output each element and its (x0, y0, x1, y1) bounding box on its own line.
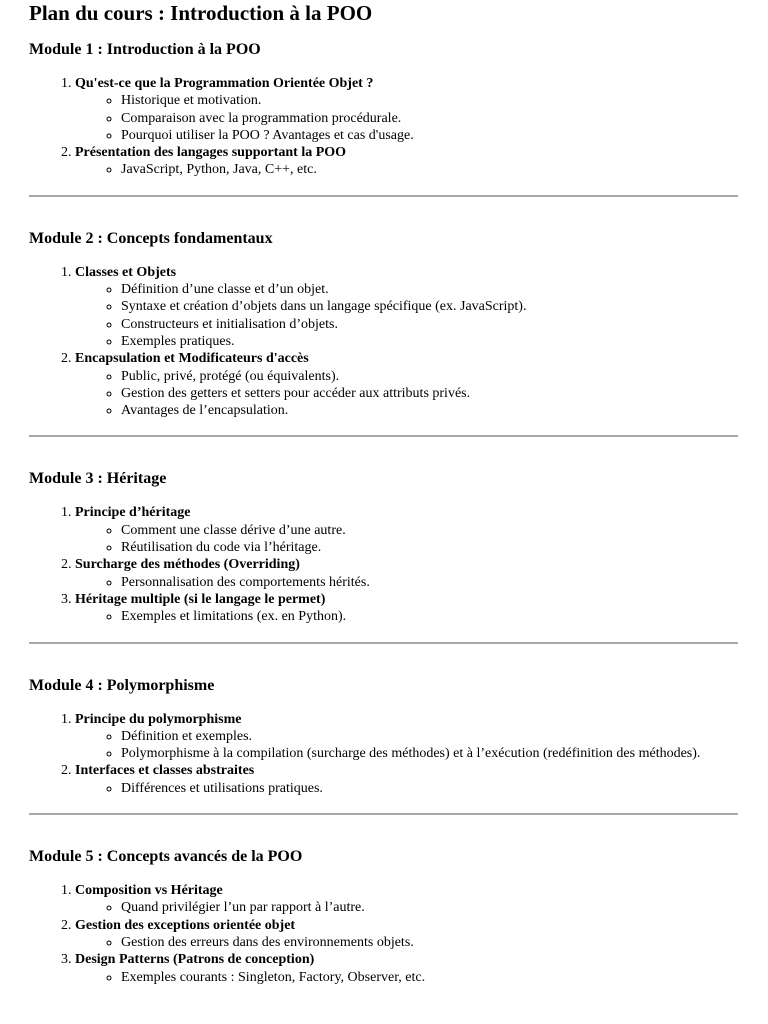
point-list (75, 728, 739, 763)
point-item: ◦ Gestion des erreurs dans des environnements objets. (121, 934, 739, 951)
topic-title: Surcharge des méthodes (Overriding) (75, 557, 300, 573)
topic-item (75, 762, 739, 797)
point-item: ◦ Réutilisation du code via l’héritage. (121, 539, 739, 556)
topic-title: Présentation des langages supportant la POO (75, 145, 347, 161)
point-list (75, 161, 739, 178)
topic-item (75, 917, 739, 952)
module-2 (29, 229, 739, 420)
topic-title: Design Patterns (Patrons de conception) (75, 952, 315, 968)
point-item: ◦ JavaScript, Python, Java, C++, etc. (121, 161, 739, 178)
topic-item (75, 504, 739, 556)
point-item: ◦ Définition et exemples. (121, 728, 739, 745)
point-list (75, 574, 739, 591)
topic-list (29, 882, 739, 986)
point-item: ◦ Public, privé, protégé (ou équivalents). (121, 368, 739, 385)
module-heading: Module 2 : Concepts fondamentaux (29, 229, 273, 247)
topic-item (75, 591, 739, 626)
topic-list (29, 75, 739, 179)
module-3 (29, 469, 739, 625)
point-list (75, 608, 739, 625)
module-heading: Module 4 : Polymorphisme (29, 676, 215, 694)
point-list (75, 780, 739, 797)
point-item: ◦ Comparaison avec la programmation procédurale. (121, 110, 739, 127)
section-divider (29, 813, 738, 815)
topic-title: Principe d’héritage (75, 505, 191, 521)
topic-title: Gestion des exceptions orientée objet (75, 917, 296, 933)
topic-item (75, 882, 739, 917)
topic-item (75, 264, 739, 350)
section-divider (29, 642, 738, 644)
module-heading: Module 3 : Héritage (29, 470, 167, 488)
page-title: Plan du cours : Introduction à la POO (29, 1, 373, 25)
topic-list (29, 711, 739, 797)
topic-title: Héritage multiple (si le langage le permet) (75, 591, 326, 607)
module-5 (29, 847, 739, 986)
point-item: ◦ Personnalisation des comportements hérités. (121, 574, 739, 591)
point-item: ◦ Constructeurs et initialisation d’objets. (121, 316, 739, 333)
module-heading: Module 1 : Introduction à la POO (29, 41, 261, 58)
topic-list (29, 264, 739, 420)
point-item: ◦ Définition d’une classe et d’un objet. (121, 281, 739, 298)
topic-title: Qu'est-ce que la Programmation Orientée Objet ? (75, 76, 374, 91)
topic-title: Encapsulation et Modificateurs d'accès (75, 351, 309, 367)
point-item: ◦ Gestion des getters et setters pour accéder aux attributs privés. (121, 385, 739, 402)
point-list (75, 522, 739, 557)
topic-item (75, 711, 739, 763)
topic-title: Principe du polymorphisme (75, 711, 242, 727)
topic-title: Interfaces et classes abstraites (75, 763, 255, 779)
topic-item (75, 75, 739, 144)
topic-item (75, 951, 739, 986)
topic-item (75, 556, 739, 591)
topic-item (75, 350, 739, 419)
point-item: ◦ Comment une classe dérive d’une autre. (121, 522, 739, 539)
point-list (75, 934, 739, 951)
point-item: ◦ Historique et motivation. (121, 92, 739, 109)
topic-title: Classes et Objets (75, 264, 177, 280)
point-list (75, 281, 739, 350)
point-item: ◦ Exemples courants : Singleton, Factory, Observer, etc. (121, 969, 739, 986)
module-1 (29, 40, 739, 179)
section-divider (29, 195, 738, 197)
topic-title: Composition vs Héritage (75, 883, 223, 899)
point-item: ◦ Différences et utilisations pratiques. (121, 780, 739, 797)
module-4 (29, 676, 739, 797)
point-list (75, 899, 739, 916)
point-item: ◦ Pourquoi utiliser la POO ? Avantages et cas d'usage. (121, 127, 739, 144)
point-item: ◦ Quand privilégier l’un par rapport à l’autre. (121, 899, 739, 916)
point-list (75, 368, 739, 420)
point-item: ◦ Exemples et limitations (ex. en Python). (121, 608, 739, 625)
point-item: ◦ Avantages de l’encapsulation. (121, 402, 739, 419)
module-heading: Module 5 : Concepts avancés de la POO (29, 848, 303, 866)
point-list (75, 92, 739, 144)
point-item: ◦ Syntaxe et création d’objets dans un langage spécifique (ex. JavaScript). (121, 298, 739, 315)
topic-item (75, 144, 739, 179)
topic-list (29, 504, 739, 625)
point-list (75, 969, 739, 986)
point-item: ◦ Polymorphisme à la compilation (surcharge des méthodes) et à l’exécution (redéfinition des méthodes). (121, 745, 739, 762)
section-divider (29, 435, 738, 437)
point-item: ◦ Exemples pratiques. (121, 333, 739, 350)
